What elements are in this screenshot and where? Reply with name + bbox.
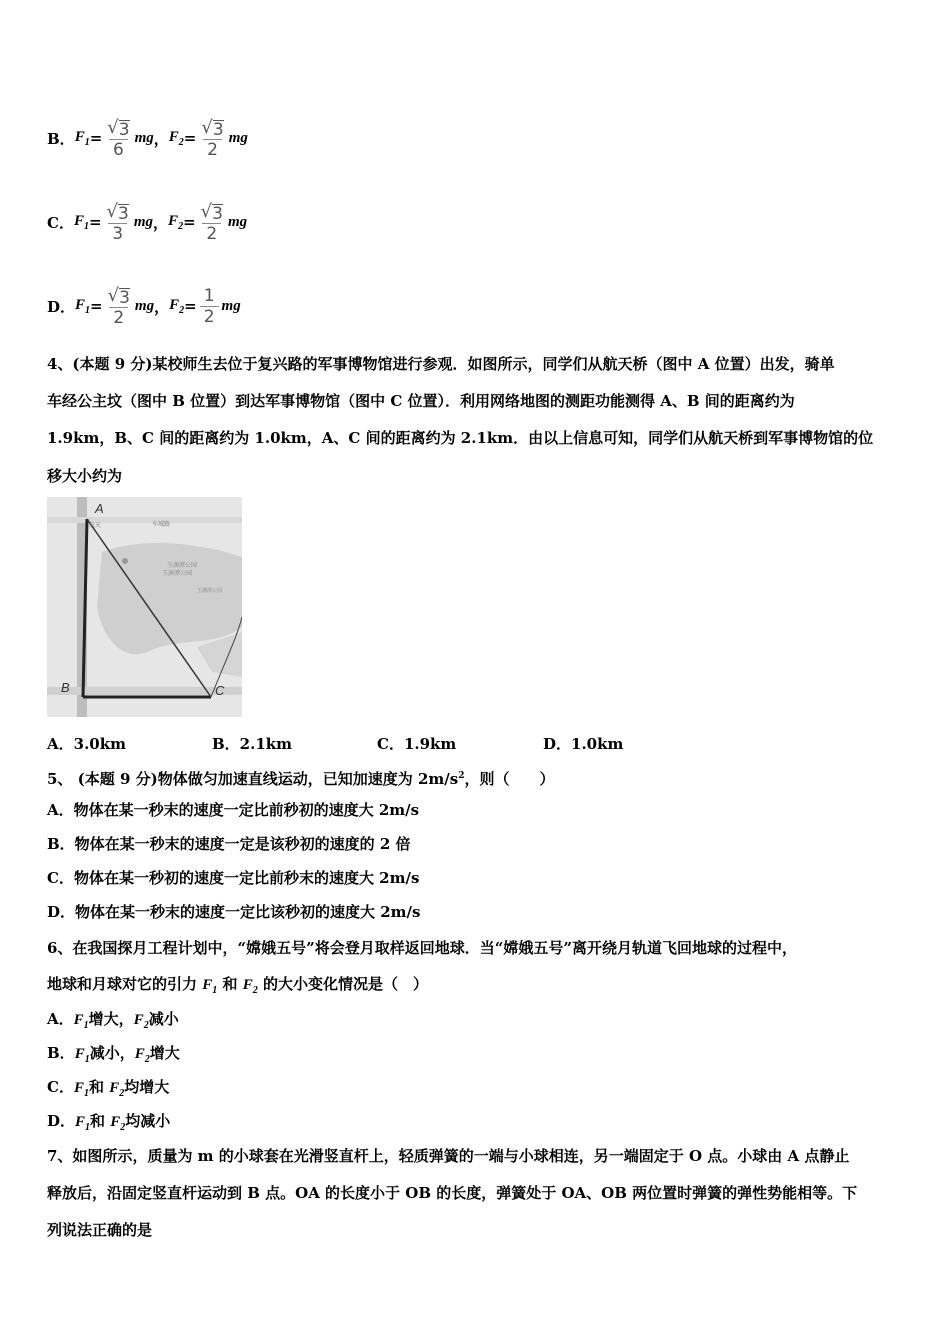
fraction-numerator [199,201,225,223]
fraction-numerator [105,201,131,223]
radical-sign: √ [106,200,119,222]
q6-option-c [47,1077,169,1104]
f2-fraction [199,201,225,244]
option-label: B． [47,1044,75,1062]
separator: ， [153,129,169,148]
q5-stem [47,766,554,789]
f1-fraction [105,117,131,160]
map-station-label: 航天 [89,522,102,529]
fraction-denominator: 3 [108,223,127,244]
sqrt-symbol [201,201,223,223]
option-label: B． [47,129,75,148]
separator: ， [153,213,169,232]
option-middle: 和 [90,1112,111,1130]
q5-stem-text: 5、 (本题 9 分)物体做匀加速直线运动，已知加速度为 2m/s [47,770,459,788]
q3-option-b [47,108,248,168]
equals-sign: = [183,129,197,147]
option-end: 增大 [149,1044,180,1062]
radical-sign: √ [107,116,119,138]
f2-symbol: $F_2$ [133,1012,149,1031]
q7-stem-line2: 释放后，沿固定竖直杆运动到 B 点。OA 的长度小于 OB 的长度，弹簧处于 OA、OB 两位置时弹簧的弹性势能相等。下 [47,1184,858,1202]
q4-stem-line3: 1.9km，B、C 间的距离约为 1.0km，A、C 间的距离约为 2.1km．由以上信息可知，同学们从航天桥到军事博物馆的位 [47,429,874,447]
q4-map-figure [47,497,242,717]
option-label: C． [47,213,74,232]
f2-symbol: $F_2$ [110,1114,126,1133]
mg-term: mg [134,297,155,314]
f1-symbol: $F_1$ [73,1080,89,1099]
q6-f2-symbol: $F_2$ [242,977,258,996]
mg-term: mg [228,129,248,146]
f2-symbol: $F_2$ [169,296,185,316]
q6-stem-line2 [47,974,428,1001]
fraction-denominator: 2 [109,307,128,328]
radical-sign: √ [200,200,213,222]
radical-sign: √ [201,116,213,138]
radicand: 3 [119,287,130,308]
f2-symbol: $F_2$ [109,1080,125,1099]
radicand: 3 [212,119,224,140]
f2-symbol: $F_2$ [134,1046,150,1065]
equals-sign: = [88,213,102,231]
q6-option-b [47,1043,180,1070]
q4-answer-a: A．3.0km [47,735,126,753]
f1-fraction [105,201,131,244]
map-label-b: B [61,680,70,695]
map-park-label-2: 玉渊潭公园 [162,570,193,577]
option-label: D． [47,297,76,316]
f1-symbol: $F_1$ [75,296,91,316]
option-label: D． [47,1112,76,1130]
equals-sign: = [90,297,103,315]
fraction-denominator: 2 [202,223,221,244]
map-svg [47,497,242,717]
equals-sign: = [184,297,197,315]
f1-symbol: $F_1$ [74,128,90,148]
q6-stem-line1: 6、在我国探月工程计划中，“嫦娥五号”将会登月取样返回地球．当“嫦娥五号”离开绕月轨道飞回地球的过程中， [47,939,797,957]
q4-answer-c: C．1.9km [377,735,457,753]
q7-stem-line3: 列说法正确的是 [47,1221,153,1239]
f1-symbol: $F_1$ [74,1046,90,1065]
q6-line2-a: 地球和月球对它的引力 [47,975,203,993]
radicand: 3 [118,203,129,224]
map-park-label: 玉渊潭公园 [167,562,198,569]
map-label-a: A [95,501,104,516]
q5-option-b: B．物体在某一秒末的速度一定是该秒初的速度的 2 倍 [47,835,411,853]
mg-term: mg [134,129,154,146]
map-road-top [47,517,242,523]
option-middle: 和 [88,1078,110,1096]
fraction-denominator: 2 [200,306,219,327]
fraction-numerator: 1 [203,285,215,306]
option-label: C． [47,1078,74,1096]
q6-option-a [47,1009,179,1036]
f1-symbol: $F_1$ [73,1012,89,1031]
fraction-numerator [106,285,132,307]
q4-answer-b: B．2.1km [212,735,293,753]
equals-sign: = [89,129,103,147]
fraction-denominator: 2 [203,139,222,160]
map-park-label-3: 玉渊潭公园 [197,588,223,594]
f1-fraction [106,285,132,328]
separator: ， [154,297,170,316]
q6-option-d [47,1111,170,1138]
q4-stem-line2: 车经公主坟（图中 B 位置）到达军事博物馆（图中 C 位置）．利用网络地图的测距功能测得 A、B 间的距离约为 [47,392,795,410]
f2-symbol: $F_2$ [168,212,184,232]
q5-stem-end: ，则（ ） [464,770,555,788]
q4-answer-d: D．1.0km [543,735,624,753]
option-label: A． [47,1010,74,1028]
f2-symbol: $F_2$ [168,128,184,148]
sqrt-symbol [108,285,130,307]
fraction-numerator [199,117,225,139]
q6-f1-symbol: $F_1$ [202,977,218,996]
q3-option-d [47,276,241,336]
f1-symbol: $F_1$ [73,212,89,232]
f1-symbol: $F_1$ [75,1114,91,1133]
q6-line2-b: 和 [217,975,243,993]
option-end: 均增大 [124,1078,170,1096]
q5-stem-sup: 2 [458,771,465,781]
mg-term: mg [221,297,241,314]
sqrt-symbol [201,117,223,139]
f2-fraction [200,286,219,327]
mg-term: mg [133,213,154,230]
option-end: 均减小 [125,1112,171,1130]
q5-option-a: A．物体在某一秒末的速度一定比前秒初的速度大 2m/s [47,801,420,819]
radicand: 3 [118,119,130,140]
q5-option-c: C．物体在某一秒初的速度一定比前秒末的速度大 2m/s [47,869,420,887]
map-street-label: 车城路 [152,521,171,528]
q4-stem-line4: 移大小约为 [47,467,123,485]
map-label-c: C [215,683,225,698]
f2-fraction [199,117,225,160]
equals-sign: = [183,213,196,231]
q4-stem-line1: 4、(本题 9 分)某校师生去位于复兴路的军事博物馆进行参观．如图所示，同学们从航天桥（图中 A 位置）出发，骑单 [47,355,835,373]
sqrt-symbol [107,201,129,223]
sqrt-symbol [107,117,129,139]
q3-option-c [47,192,247,252]
option-end: 减小 [148,1010,179,1028]
q7-stem-line1: 7、如图所示，质量为 m 的小球套在光滑竖直杆上，轻质弹簧的一端与小球相连，另一端固定于 O 点。小球由 A 点静止 [47,1147,850,1165]
fraction-numerator [105,117,131,139]
radicand: 3 [212,203,223,224]
mg-term: mg [227,213,248,230]
option-middle: 增大， [88,1010,134,1028]
q5-option-d: D．物体在某一秒末的速度一定比该秒初的速度大 2m/s [47,903,421,921]
map-poi-icon [122,558,128,564]
q6-line2-c: 的大小变化情况是（ ） [257,975,428,993]
option-middle: 减小， [89,1044,135,1062]
fraction-denominator: 6 [109,139,128,160]
radical-sign: √ [107,284,120,306]
